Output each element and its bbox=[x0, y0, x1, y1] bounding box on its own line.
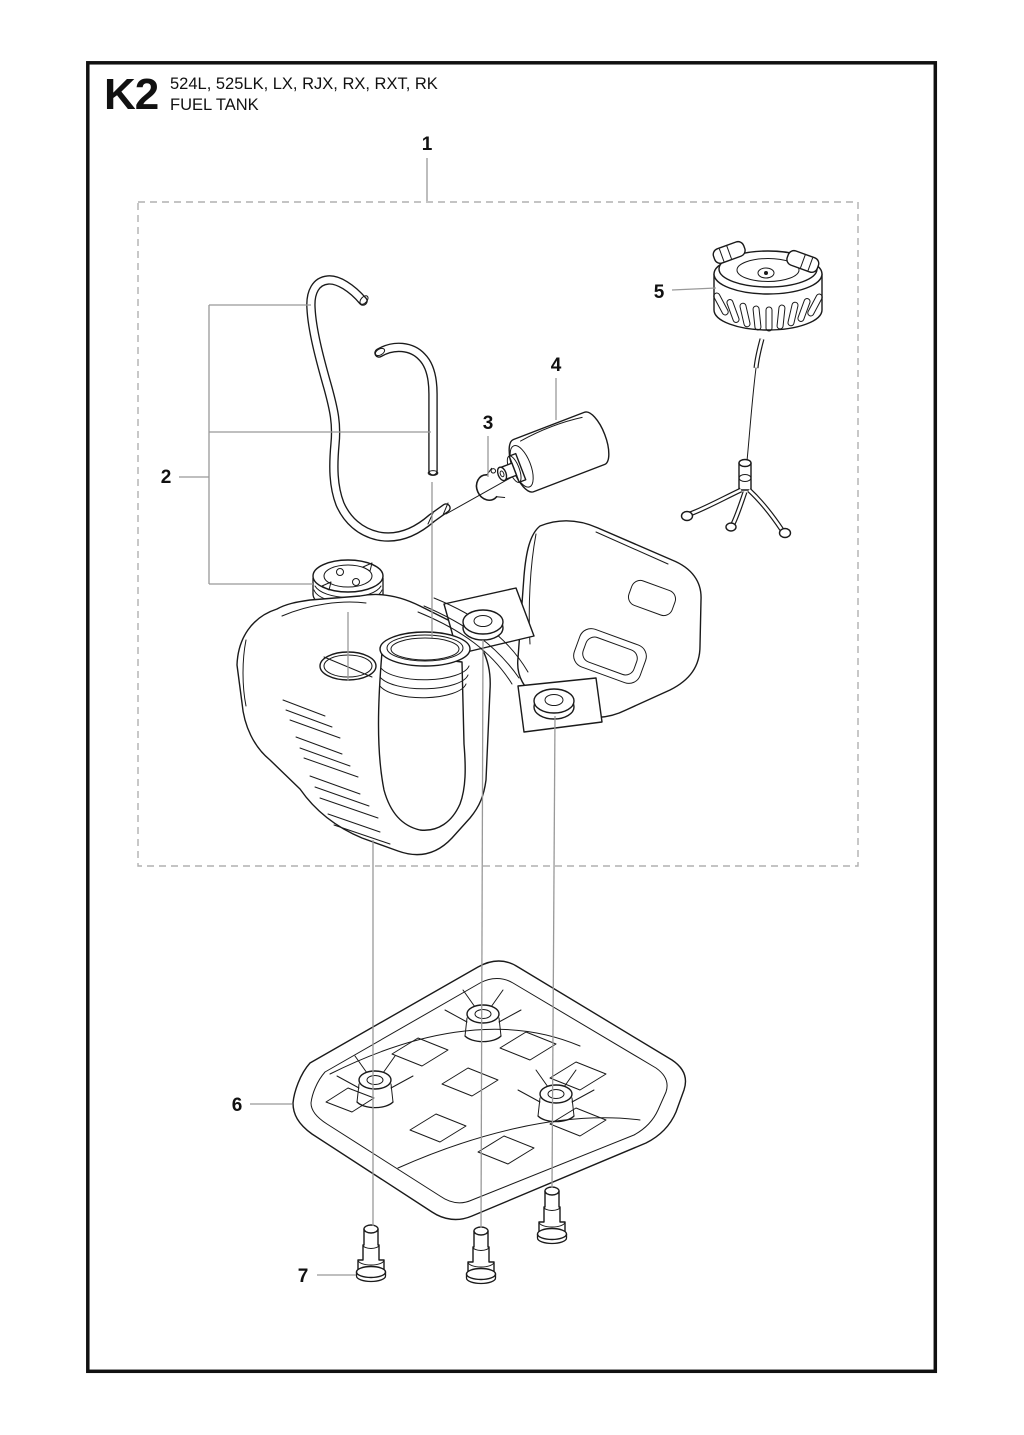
cap-retainer-anchor bbox=[682, 460, 791, 538]
fuel-filter-drawing bbox=[488, 408, 614, 501]
callout-6-protector-plate: 6 bbox=[231, 1095, 243, 1116]
fuel-hose-short-drawing bbox=[374, 347, 438, 475]
page-title: FUEL TANK bbox=[170, 96, 259, 114]
callout-5-fuel-cap: 5 bbox=[653, 282, 665, 303]
fuel-tank-drawing bbox=[237, 521, 701, 855]
section-code: K2 bbox=[104, 70, 159, 119]
callout-3-clamp: 3 bbox=[482, 413, 494, 434]
callout-1-fuel-tank-assembly: 1 bbox=[421, 134, 433, 155]
callout-4-fuel-filter: 4 bbox=[550, 355, 562, 376]
fuel-hose-long-drawing bbox=[311, 280, 448, 537]
tank-protector-plate-drawing bbox=[293, 961, 686, 1219]
callout-2-fuel-hose: 2 bbox=[160, 467, 172, 488]
model-list: 524L, 525LK, LX, RJX, RX, RXT, RK bbox=[170, 75, 438, 93]
fuel-cap-drawing bbox=[682, 240, 824, 538]
callout-7-screw: 7 bbox=[297, 1266, 309, 1287]
